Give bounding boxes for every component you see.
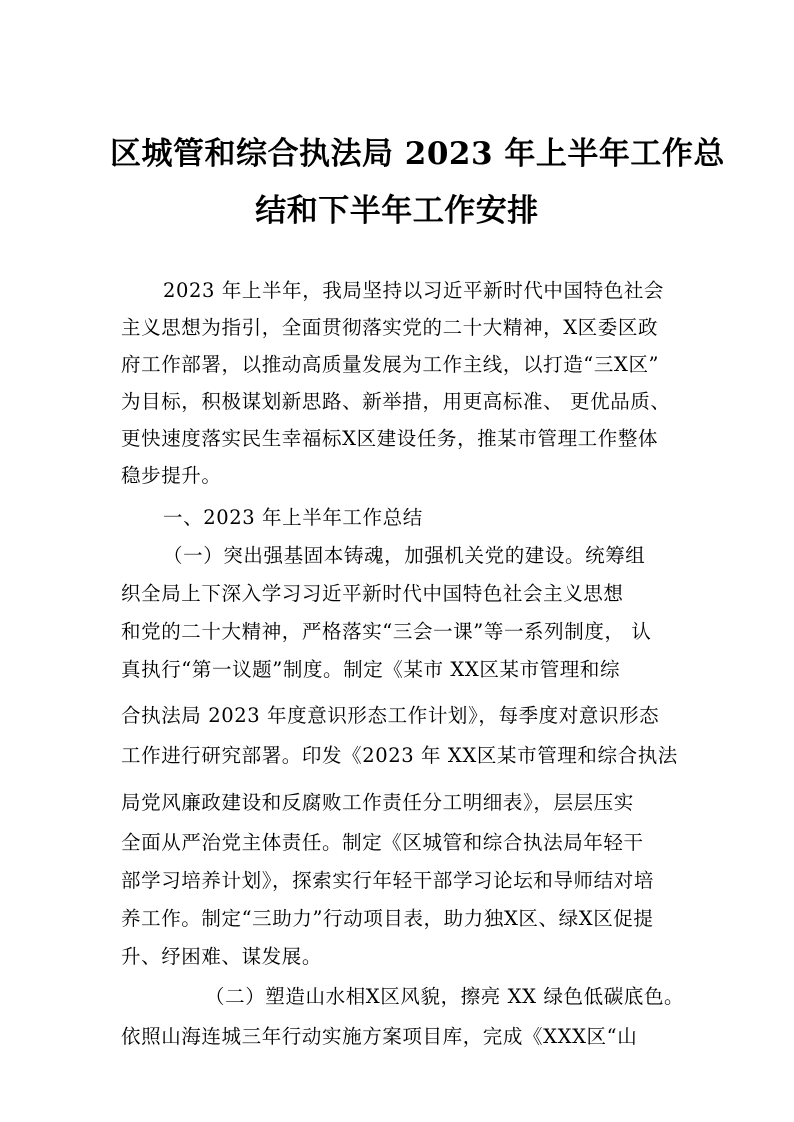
paragraph-line: 织全局上下深入学习习近平新时代中国特色社会主义思想 — [121, 582, 624, 605]
paragraph-line: 工作进行研究部署。印发《2023 年 XX区某市管理和综合执法 — [121, 744, 678, 767]
paragraph-line: 为目标，积极谋划新思路、新举措，用更高标准、 更优品质、 — [121, 390, 671, 413]
paragraph-line: 主义思想为指引，全面贯彻落实党的二十大精神，X区委区政 — [121, 316, 659, 339]
paragraph-line: （二）塑造山水相X区风貌，擦亮 XX 绿色低碳底色。 — [205, 985, 685, 1008]
paragraph-line: 部学习培养计划》，探索实行年轻干部学习论坛和导师结对培 — [121, 869, 654, 892]
paragraph-line: 依照山海连城三年行动实施方案项目库，完成《XXX区“山 — [121, 1025, 638, 1048]
paragraph-line: （一）突出强基固本铸魂，加强机关党的建设。统筹组 — [163, 544, 646, 567]
paragraph-line: 全面从严治党主体责任。制定《区城管和综合执法局年轻干 — [121, 831, 644, 854]
paragraph-line: 2023 年上半年，我局坚持以习近平新时代中国特色社会 — [163, 279, 665, 302]
paragraph-line: 养工作。制定“三助力”行动项目表，助力独X区、绿X区促提 — [121, 907, 654, 930]
paragraph-line: 府工作部署，以推动高质量发展为工作主线，以打造“三X区” — [121, 353, 660, 376]
paragraph-line: 稳步提升。 — [121, 464, 222, 487]
paragraph-line: 更快速度落实民生幸福标X区建设任务，推某市管理工作整体 — [121, 427, 659, 450]
paragraph-line: 局党风廉政建设和反腐败工作责任分工明细表》，层层压实 — [121, 791, 634, 814]
paragraph-line: 和党的二十大精神，严格落实“三会一课”等一系列制度， 认 — [121, 620, 652, 643]
paragraph-line: 升、纾困难、谋发展。 — [121, 945, 323, 968]
document-title-line-2: 结和下半年工作安排 — [255, 193, 539, 229]
paragraph-line: 真执行“第一议题”制度。制定《某市 XX区某市管理和综 — [121, 658, 621, 681]
document-title-line-1: 区城管和综合执法局 2023 年上半年工作总 — [110, 136, 725, 172]
paragraph-line: 合执法局 2023 年度意识形态工作计划》，每季度对意识形态 — [121, 704, 660, 727]
section-heading: 一、2023 年上半年工作总结 — [163, 506, 423, 529]
